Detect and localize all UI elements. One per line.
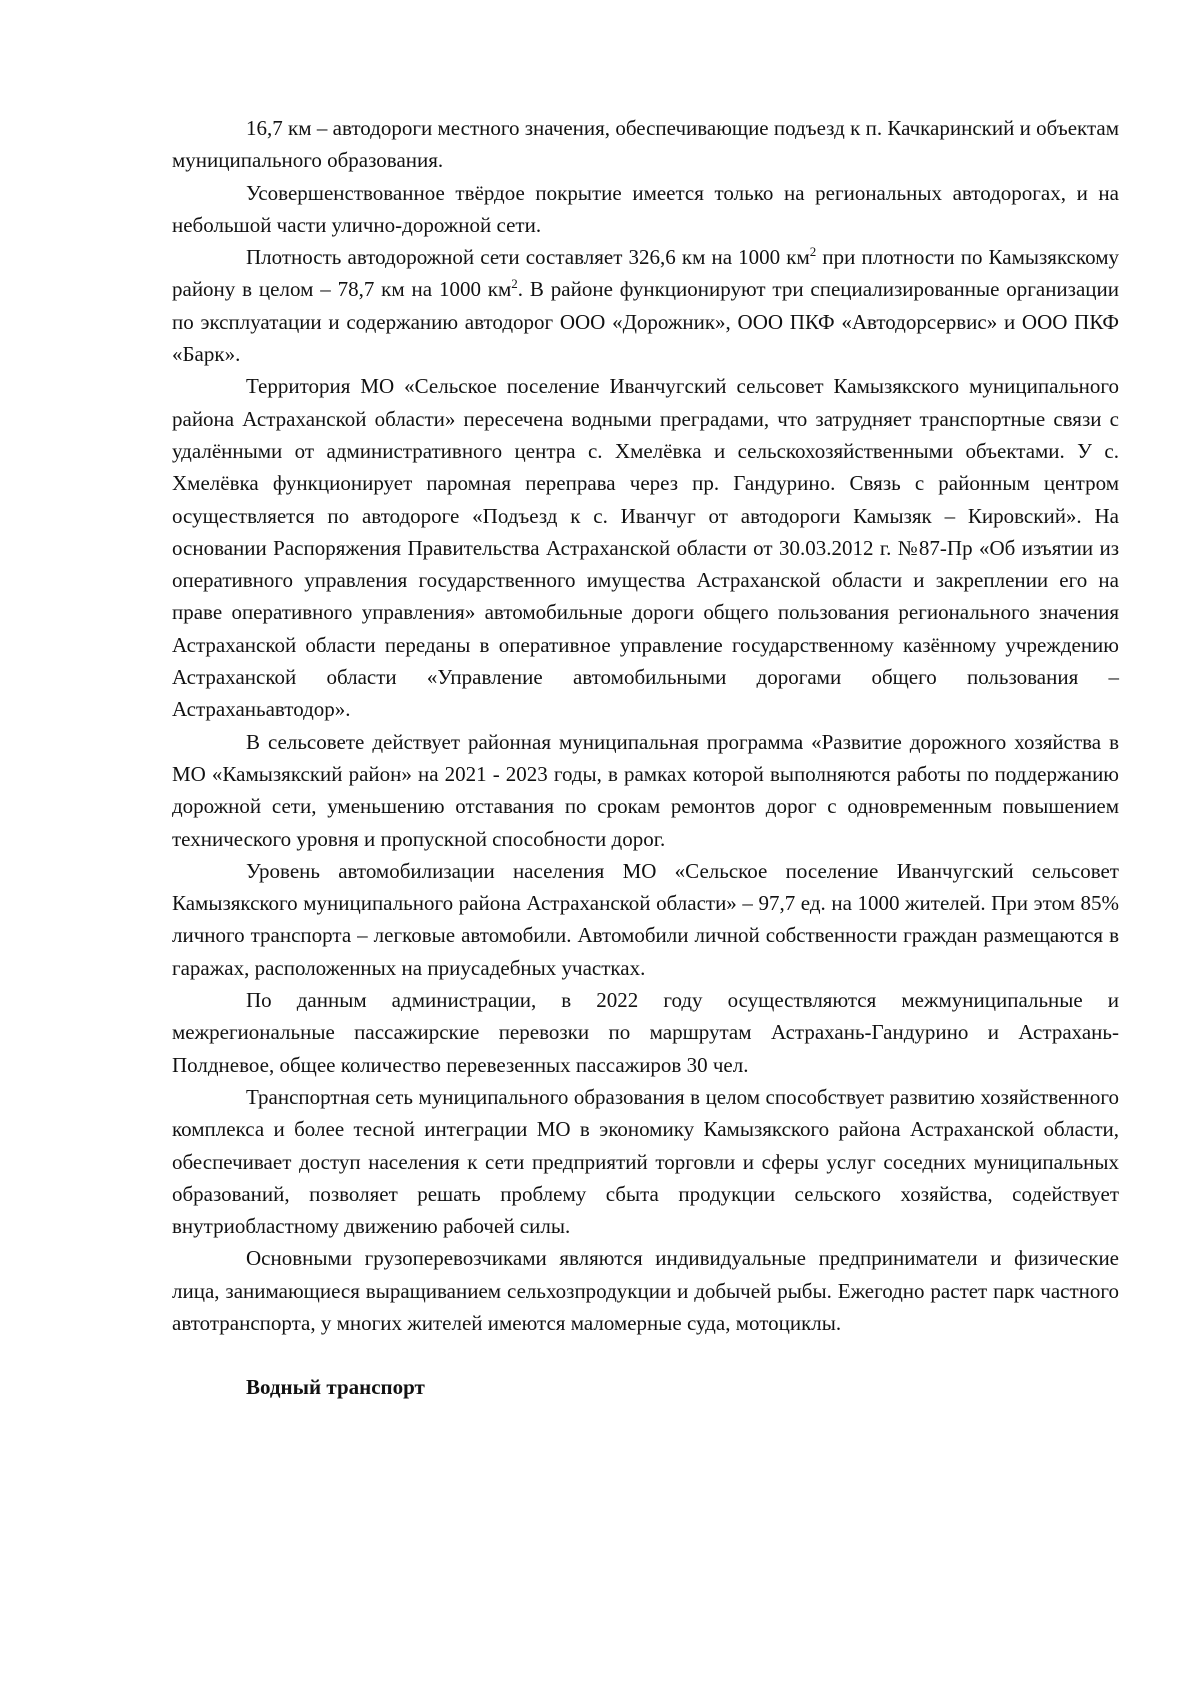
density-text-part3: . В районе функционируют три специализированные организации по эксплуатации и содержанию автодорог ООО «Дорожник», ООО ПКФ «Автодорсервис» и ООО ПКФ «Барк». [172,277,1119,367]
paragraph-cargo-carriers: Основными грузоперевозчиками являются индивидуальные предприниматели и физические лица, занимающиеся выращиванием сельхозпродукции и добычей рыбы. Ежегодно растет парк частного автотранспорта, у многих жителей имеются маломерные суда, мотоциклы. [172,1246,1119,1335]
paragraph-hard-surface: Усовершенствованное твёрдое покрытие имеется только на региональных автодорогах, и на небольшой части улично-дорожной сети. [172,180,1119,237]
section-heading-water-transport: Водный транспорт [246,1375,425,1400]
density-text-part1: Плотность автодорожной сети составляет 326,6 км на 1000 км [246,245,810,270]
document-page [172,112,1119,1404]
paragraph-motorization: Уровень автомобилизации населения МО «Сельское поселение Иванчугский сельсовет Камызякского муниципального района Астраханской области» – 97,7 ед. на 1000 жителей. При этом 85% личного транспорта – легковые автомобили. Автомобили личной собственности граждан размещаются в гаражах, расположенных на приусадебных участках. [172,858,1119,980]
density-text-part2: при плотности по Камызякскому району в целом – 78,7 км на 1000 км [172,245,1119,302]
superscript-squared-1: 2 [809,244,817,260]
paragraph-transport-network: Транспортная сеть муниципального образования в целом способствует развитию хозяйственного комплекса и более тесной интеграции МО в экономику Камызякского района Астраханской области, обеспечивает доступ населения к сети предприятий торговли и сферы услуг соседних муниципальных образований, позволяет решать проблему сбыта продукции сельского хозяйства, содействует внутриобластному движению рабочей силы. [172,1084,1119,1239]
paragraph-local-roads: 16,7 км – автодороги местного значения, обеспечивающие подъезд к п. Качкаринский и объектам муниципального образования. [172,116,1119,173]
superscript-squared-2: 2 [511,276,518,292]
paragraph-territory: Территория МО «Сельское поселение Иванчугский сельсовет Камызякского муниципального района Астраханской области» пересечена водными преградами, что затрудняет транспортные связи с удалёнными от административного центра с. Хмелёвка и сельскохозяйственными объектами. У с. Хмелёвка функционирует паромная переправа через пр. Гандурино. Связь с районным центром осуществляется по автодороге «Подъезд к с. Иванчуг от автодороги Камызяк – Кировский». На основании Распоряжения Правительства Астраханской области от 30.03.2012 г. №87-Пр «Об изъятии из оперативного управления государственного имущества Астраханской области и закреплении его на праве оперативного управления» автомобильные дороги общего пользования регионального значения Астраханской области переданы в оперативное управление государственному казённому учреждению Астраханской области «Управление автомобильными дорогами общего пользования – Астраханьавтодор». [172,374,1119,722]
paragraph-road-program: В сельсовете действует районная муниципальная программа «Развитие дорожного хозяйства в МО «Камызякский район» на 2021 - 2023 годы, в рамках которой выполняются работы по поддержанию дорожной сети, уменьшению отставания по срокам ремонтов дорог с одновременным повышением технического уровня и пропускной способности дорог. [172,729,1119,851]
paragraph-road-density [172,241,1119,370]
paragraph-passenger-transport: По данным администрации, в 2022 году осуществляются межмуниципальные и межрегиональные пассажирские перевозки по маршрутам Астрахань-Гандурино и Астрахань-Полдневое, общее количество перевезенных пассажиров 30 чел. [172,988,1119,1077]
